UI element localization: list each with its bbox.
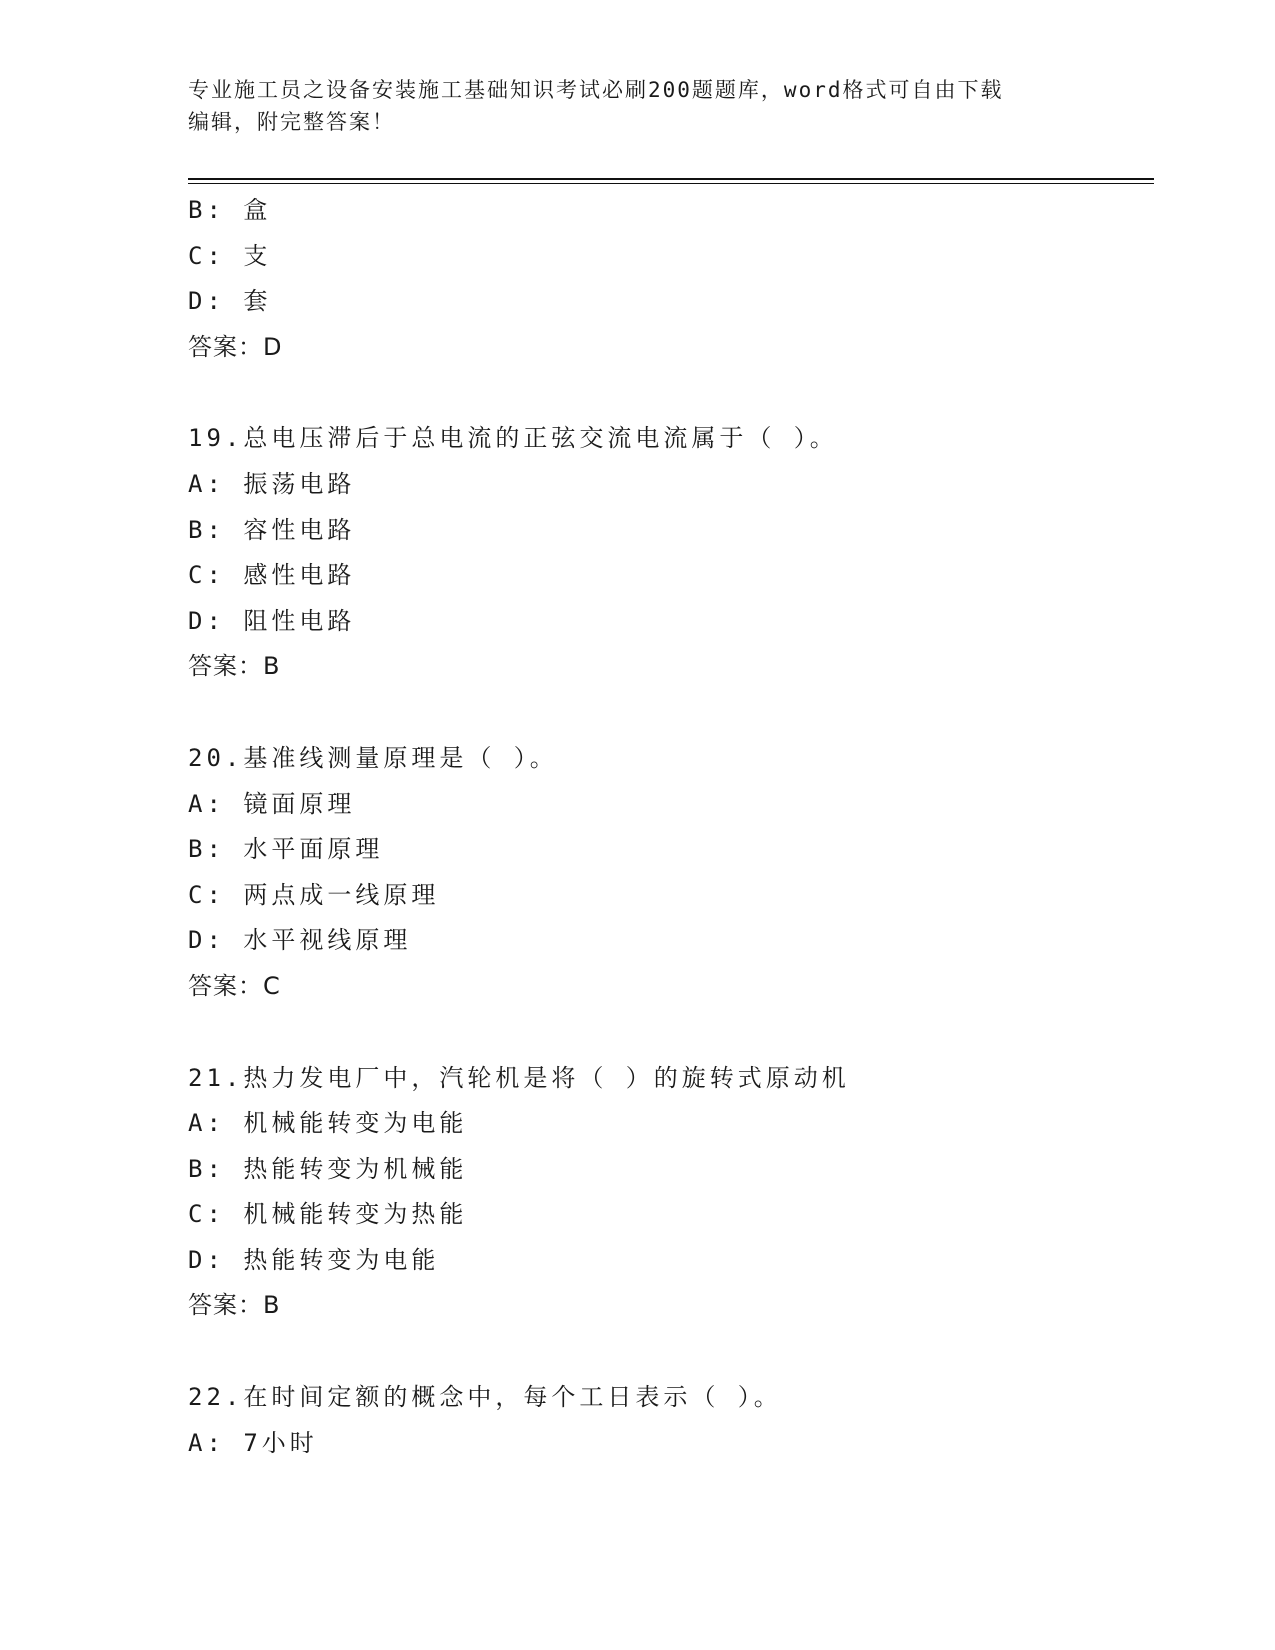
option-c: C: 机械能转变为热能: [188, 1200, 468, 1229]
option-d: D: 水平视线原理: [188, 926, 412, 955]
header-line-2: 编辑，附完整答案！: [188, 110, 395, 134]
document-header: [188, 74, 1068, 138]
option-d: D: 热能转变为电能: [188, 1245, 440, 1274]
option-a: A: 机械能转变为电能: [188, 1109, 468, 1138]
answer: 答案：B: [188, 1291, 281, 1320]
option-a: A: 振荡电路: [188, 469, 356, 498]
option-b: B: 热能转变为机械能: [188, 1154, 468, 1183]
question-text: 22.在时间定额的概念中，每个工日表示（ ）。: [188, 1383, 782, 1412]
question-text: 21.热力发电厂中，汽轮机是将（ ）的旋转式原动机: [188, 1063, 850, 1092]
question-22: [188, 1375, 1148, 1466]
option-b: B: 容性电路: [188, 515, 356, 544]
question-text: 19.总电压滞后于总电流的正弦交流电流属于（ ）。: [188, 424, 838, 453]
option-b: B: 水平面原理: [188, 835, 384, 864]
option-a: A: 7小时: [188, 1428, 318, 1457]
question-20: [188, 736, 1148, 1010]
answer: 答案：C: [188, 971, 281, 1000]
option-c: C: 感性电路: [188, 561, 356, 590]
answer: 答案：B: [188, 652, 281, 681]
question-text: 20.基准线测量原理是（ ）。: [188, 743, 558, 772]
option-b: B: 盒: [188, 196, 272, 224]
option-a: A: 镜面原理: [188, 789, 356, 818]
option-c: C: 支: [188, 241, 272, 270]
answer: 答案：D: [188, 332, 283, 361]
option-d: D: 阻性电路: [188, 606, 356, 635]
question-19: [188, 416, 1148, 690]
option-c: C: 两点成一线原理: [188, 880, 440, 909]
question-18: [188, 188, 1148, 370]
option-d: D: 套: [188, 287, 272, 316]
header-line-1: 专业施工员之设备安装施工基础知识考试必刷200题题库，word格式可自由下载: [188, 78, 1004, 102]
header-divider-thin: [188, 183, 1154, 184]
question-list: [188, 188, 1148, 1466]
header-divider-thick: [188, 178, 1154, 180]
question-21: [188, 1056, 1148, 1330]
